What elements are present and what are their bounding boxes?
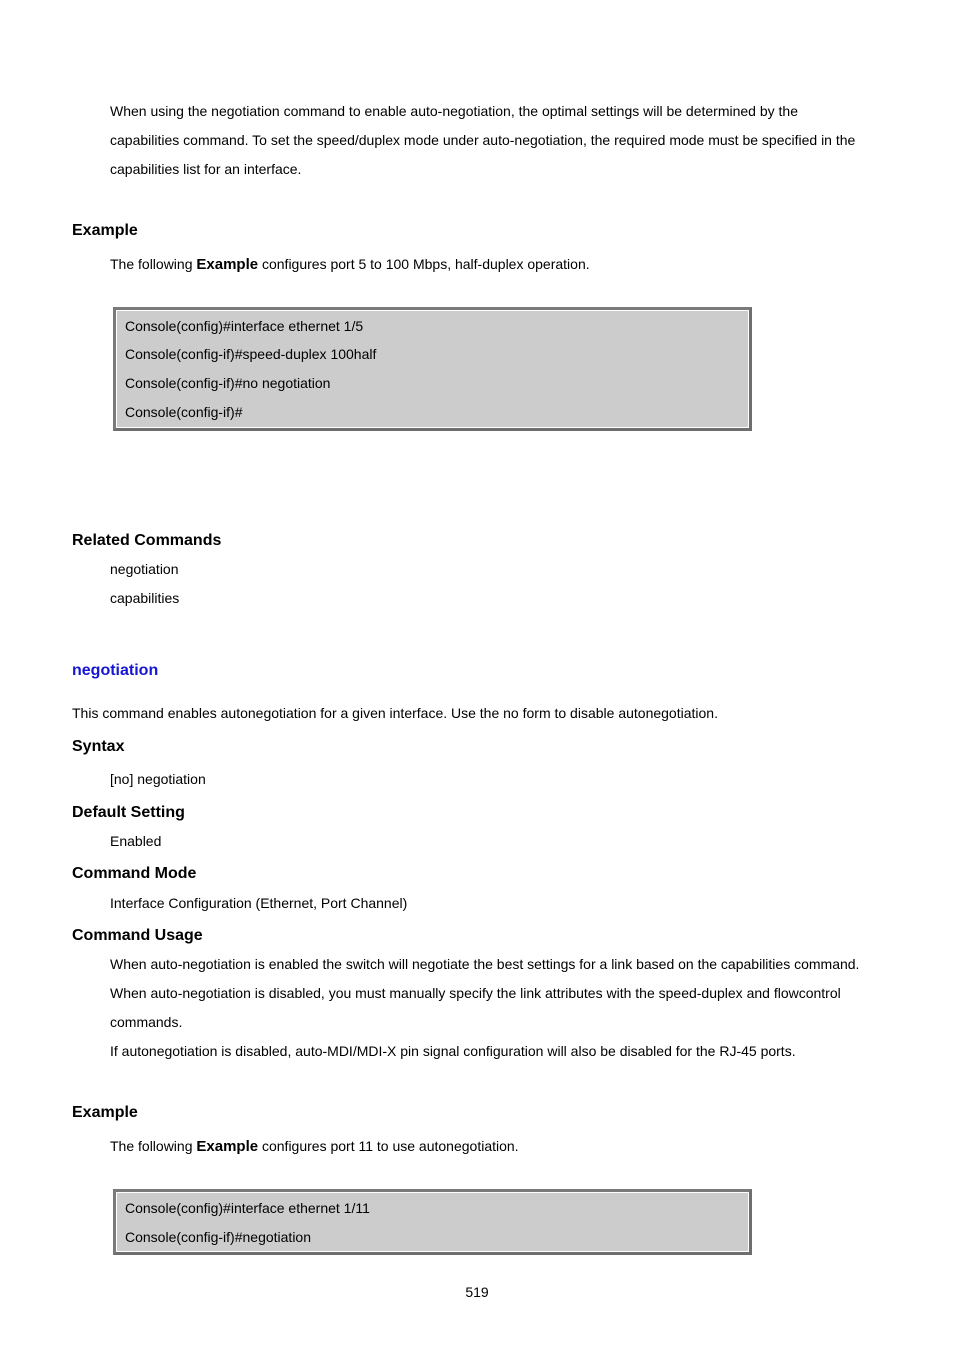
example-text-before: The following <box>110 256 197 272</box>
default-setting-text: Enabled <box>110 833 162 849</box>
related-command-item: negotiation <box>110 561 179 577</box>
related-commands-heading: Related Commands <box>72 532 222 549</box>
intro-line-2: capabilities command. To set the speed/duplex mode under auto-negotiation, the required mode must be specified in the <box>110 132 856 148</box>
command-title: negotiation <box>72 662 159 679</box>
syntax-heading: Syntax <box>72 738 125 755</box>
example-text-after: configures port 11 to use autonegotiation. <box>258 1138 519 1154</box>
example-text-bold: Example <box>196 1138 259 1155</box>
console-line: Console(config-if)#no negotiation <box>125 375 331 391</box>
example-text-bold: Example <box>196 256 259 273</box>
command-mode-heading: Command Mode <box>72 865 197 882</box>
console-line: Console(config)#interface ethernet 1/5 <box>125 318 364 334</box>
console-line: Console(config-if)# <box>125 404 243 420</box>
example-text-after: configures port 5 to 100 Mbps, half-duplex operation. <box>258 256 590 272</box>
console-line: Console(config-if)#negotiation <box>125 1229 311 1245</box>
console-line: Console(config-if)#speed-duplex 100half <box>125 346 377 362</box>
command-usage-line: commands. <box>110 1014 183 1030</box>
example-text-before: The following <box>110 1138 197 1154</box>
example-heading: Example <box>72 1104 138 1121</box>
example-description <box>110 1138 519 1155</box>
syntax-text: [no] negotiation <box>110 771 206 787</box>
example-description <box>110 256 590 273</box>
command-usage-line: When auto-negotiation is disabled, you must manually specify the link attributes with the speed-duplex and flowcontrol <box>110 985 841 1001</box>
page-number: 519 <box>465 1284 489 1300</box>
intro-line-3: capabilities list for an interface. <box>110 161 302 177</box>
command-usage-line: When auto-negotiation is enabled the switch will negotiate the best settings for a link based on the capabilities command. <box>110 956 860 972</box>
example-heading: Example <box>72 222 138 239</box>
intro-line-1: When using the negotiation command to enable auto-negotiation, the optimal settings will be determined by the <box>110 103 798 119</box>
command-mode-text: Interface Configuration (Ethernet, Port Channel) <box>110 895 408 911</box>
command-usage-line: If autonegotiation is disabled, auto-MDI/MDI-X pin signal configuration will also be disabled for the RJ-45 ports. <box>110 1043 796 1059</box>
related-command-item: capabilities <box>110 590 180 606</box>
default-setting-heading: Default Setting <box>72 804 185 821</box>
command-usage-heading: Command Usage <box>72 927 203 944</box>
console-line: Console(config)#interface ethernet 1/11 <box>125 1200 370 1216</box>
console-block <box>113 1189 752 1255</box>
console-block <box>113 307 752 431</box>
command-description: This command enables autonegotiation for a given interface. Use the no form to disable autonegotiation. <box>72 705 718 721</box>
